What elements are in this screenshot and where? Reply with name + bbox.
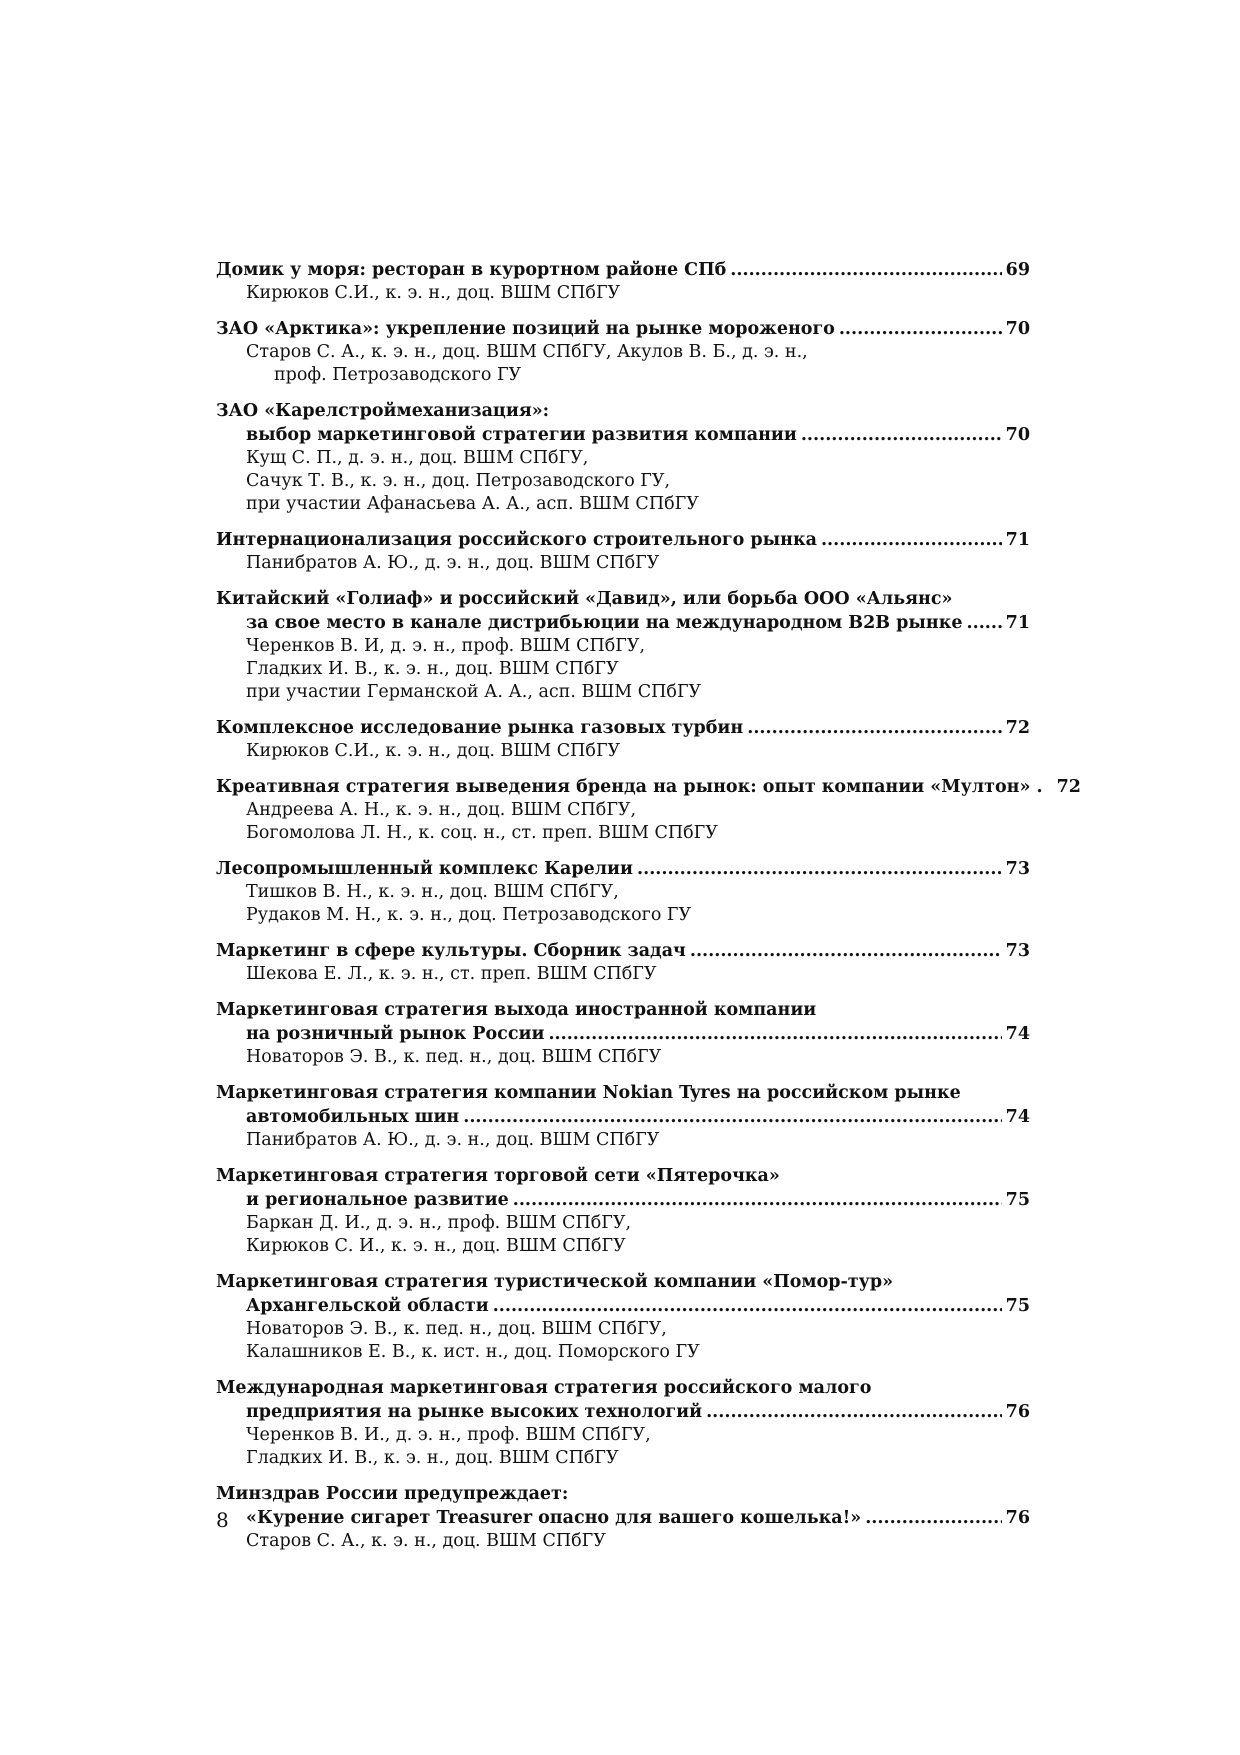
toc-entry-author: Старов С. А., к. э. н., доц. ВШМ СПбГУ, Акулов В. Б., д. э. н., (246, 342, 808, 362)
toc-title-text: за свое место в канале дистрибьюции на международном B2B рынке (246, 613, 963, 633)
dot-leader (801, 423, 1002, 447)
toc-page-number: 71 (1005, 530, 1030, 550)
toc-entry-author: Панибратов А. Ю., д. э. н., доц. ВШМ СПбГУ (246, 553, 660, 573)
toc-page-number: 75 (1005, 1296, 1030, 1316)
toc-entry-author: Старов С. А., к. э. н., доц. ВШМ СПбГУ (246, 1531, 606, 1551)
toc-entry-author: Черенков В. И., д. э. н., проф. ВШМ СПбГУ, (246, 1425, 651, 1445)
toc-title-text: Лесопромышленный комплекс Карелии (216, 859, 634, 879)
toc-entry-author: при участии Афанасьева А. А., асп. ВШМ СПбГУ (246, 494, 699, 514)
toc-entry (216, 317, 1030, 387)
toc-page-number: 73 (1005, 941, 1030, 961)
toc-entry (216, 1376, 1030, 1470)
toc-entry-title (216, 258, 1030, 282)
toc-page-number: 75 (1005, 1190, 1030, 1210)
toc-entry (216, 716, 1030, 763)
toc-entry-author: Рудаков М. Н., к. э. н., доц. Петрозаводского ГУ (246, 905, 692, 925)
toc-title-text: ЗАО «Карелстроймеханизация»: (216, 401, 550, 421)
dot-leader (865, 1506, 1001, 1530)
toc-entry-title (216, 1188, 1030, 1212)
toc-entry-title (216, 1081, 1030, 1105)
dot-leader (493, 1294, 1002, 1318)
toc-page-number: 73 (1005, 859, 1030, 879)
dot-leader (730, 258, 1001, 282)
toc-page-number: 74 (1005, 1024, 1030, 1044)
toc-title-text: на розничный рынок России (246, 1024, 545, 1044)
toc-entry-title (216, 998, 1030, 1022)
dot-leader (747, 716, 1001, 740)
dot-leader (513, 1188, 1002, 1212)
toc-entry-author: Новаторов Э. В., к. пед. н., доц. ВШМ СПбГУ (246, 1047, 662, 1067)
toc-entry-title (216, 1294, 1030, 1318)
toc-title-text: Маркетинговая стратегия компании Nokian Tyres на российском рынке (216, 1083, 961, 1103)
toc-title-text: и региональное развитие (246, 1190, 509, 1210)
toc-title-text: Маркетинговая стратегия туристической компании «Помор-тур» (216, 1272, 894, 1292)
toc-entry-title (216, 1270, 1030, 1294)
toc-entry (216, 1081, 1030, 1152)
toc-page-number: 74 (1005, 1107, 1030, 1127)
toc-entry (216, 258, 1030, 305)
toc-entry-title (216, 611, 1030, 635)
dot-leader (637, 857, 1002, 881)
toc-entry-title (216, 1376, 1030, 1400)
toc-page-number: 72 (1005, 718, 1030, 738)
toc-entry-title (216, 1105, 1030, 1129)
toc-entry-author: Черенков В. И, д. э. н., проф. ВШМ СПбГУ, (246, 636, 646, 656)
dot-leader (839, 317, 1002, 341)
toc-entry-author: Гладких И. В., к. э. н., доц. ВШМ СПбГУ (246, 659, 619, 679)
dot-leader (463, 1105, 1001, 1129)
toc-entry-title (216, 317, 1030, 341)
toc-entry-author: Новаторов Э. В., к. пед. н., доц. ВШМ СПбГУ, (246, 1319, 667, 1339)
toc-entry-author: Кирюков С.И., к. э. н., доц. ВШМ СПбГУ (246, 283, 621, 303)
toc-entry (216, 1482, 1030, 1553)
dot-leader (706, 1400, 1002, 1424)
toc-page-number: 70 (1005, 425, 1030, 445)
toc-entry-title (216, 716, 1030, 740)
toc-title-text: предприятия на рынке высоких технологий (246, 1402, 703, 1422)
toc-entry-title (216, 399, 1030, 423)
toc-page-number: 76 (1005, 1508, 1030, 1528)
toc-title-text: автомобильных шин (246, 1107, 460, 1127)
toc-title-text: Маркетинг в сфере культуры. Сборник задач (216, 941, 686, 961)
toc-entry-title (216, 528, 1030, 552)
toc-entry-title (216, 1022, 1030, 1046)
toc-title-text: Креативная стратегия выведения бренда на рынок: опыт компании «Мултон» . (216, 777, 1043, 797)
toc-title-text: «Курение сигарет Treasurer опасно для вашего кошелька!» (246, 1508, 862, 1528)
toc-title-text: Китайский «Голиаф» и российский «Давид», или борьба ООО «Альянс» (216, 589, 953, 609)
toc-entry-author: Кущ С. П., д. э. н., доц. ВШМ СПбГУ, (246, 448, 589, 468)
dot-leader (548, 1022, 1001, 1046)
dot-leader (690, 939, 1002, 963)
toc-title-text: Интернационализация российского строительного рынка (216, 530, 817, 550)
toc-entry (216, 998, 1030, 1069)
toc-entry-title (216, 1482, 1030, 1506)
toc-entry-author: Кирюков С. И., к. э. н., доц. ВШМ СПбГУ (246, 1236, 626, 1256)
toc-entry (216, 1270, 1030, 1364)
toc-entry (216, 939, 1030, 986)
toc-title-text: Международная маркетинговая стратегия российского малого (216, 1378, 872, 1398)
dot-leader (821, 528, 1002, 552)
toc-page-number: 72 (1056, 777, 1081, 797)
toc-entry-author: Баркан Д. И., д. э. н., проф. ВШМ СПбГУ, (246, 1213, 632, 1233)
toc-title-text: Комплексное исследование рынка газовых турбин (216, 718, 744, 738)
toc-title-text: Минздрав России предупреждает: (216, 1484, 569, 1504)
toc-title-text: выбор маркетинговой стратегии развития компании (246, 425, 797, 445)
page-number: 8 (216, 1508, 229, 1532)
toc-page-number: 69 (1005, 260, 1030, 280)
toc-entry-title (216, 1164, 1030, 1188)
toc-page-number: 76 (1005, 1402, 1030, 1422)
toc-page-number: 70 (1005, 319, 1030, 339)
toc-entry-author: Сачук Т. В., к. э. н., доц. Петрозаводского ГУ, (246, 471, 671, 491)
toc-title-text: Маркетинговая стратегия выхода иностранной компании (216, 1000, 817, 1020)
toc-entry-author: при участии Германской А. А., асп. ВШМ СПбГУ (246, 682, 702, 702)
toc-entry-author: Панибратов А. Ю., д. э. н., доц. ВШМ СПбГУ (246, 1130, 660, 1150)
toc-entry-author: Тишков В. Н., к. э. н., доц. ВШМ СПбГУ, (246, 882, 619, 902)
toc-entry-title (216, 1400, 1030, 1424)
dot-leader (967, 611, 1002, 635)
toc-title-text: Домик у моря: ресторан в курортном районе СПб (216, 260, 727, 280)
toc-entry-author: Калашников Е. В., к. ист. н., доц. Поморского ГУ (246, 1342, 700, 1362)
toc-entry (216, 528, 1030, 575)
toc-entry-author: проф. Петрозаводского ГУ (274, 365, 522, 385)
toc-entry-author: Шекова Е. Л., к. э. н., ст. преп. ВШМ СПбГУ (246, 964, 657, 984)
table-of-contents (216, 258, 1081, 1565)
toc-entry-title (216, 1506, 1030, 1530)
toc-entry-author: Гладких И. В., к. э. н., доц. ВШМ СПбГУ (246, 1448, 619, 1468)
toc-page-number: 71 (1005, 613, 1030, 633)
toc-entry-title (216, 423, 1030, 447)
toc-entry-author: Андреева А. Н., к. э. н., доц. ВШМ СПбГУ, (246, 800, 637, 820)
toc-entry-title (216, 587, 1030, 611)
toc-entry (216, 399, 1030, 516)
toc-entry-title (216, 939, 1030, 963)
toc-title-text: Архангельской области (246, 1296, 489, 1316)
toc-entry (216, 587, 1030, 704)
toc-entry (216, 775, 1081, 845)
toc-entry-title (216, 857, 1030, 881)
toc-title-text: ЗАО «Арктика»: укрепление позиций на рынке мороженого (216, 319, 835, 339)
toc-entry-author: Богомолова Л. Н., к. соц. н., ст. преп. ВШМ СПбГУ (246, 823, 718, 843)
toc-entry-author: Кирюков С.И., к. э. н., доц. ВШМ СПбГУ (246, 741, 621, 761)
toc-entry (216, 1164, 1030, 1258)
toc-entry-title (216, 775, 1081, 799)
toc-entry (216, 857, 1030, 927)
toc-title-text: Маркетинговая стратегия торговой сети «Пятерочка» (216, 1166, 780, 1186)
